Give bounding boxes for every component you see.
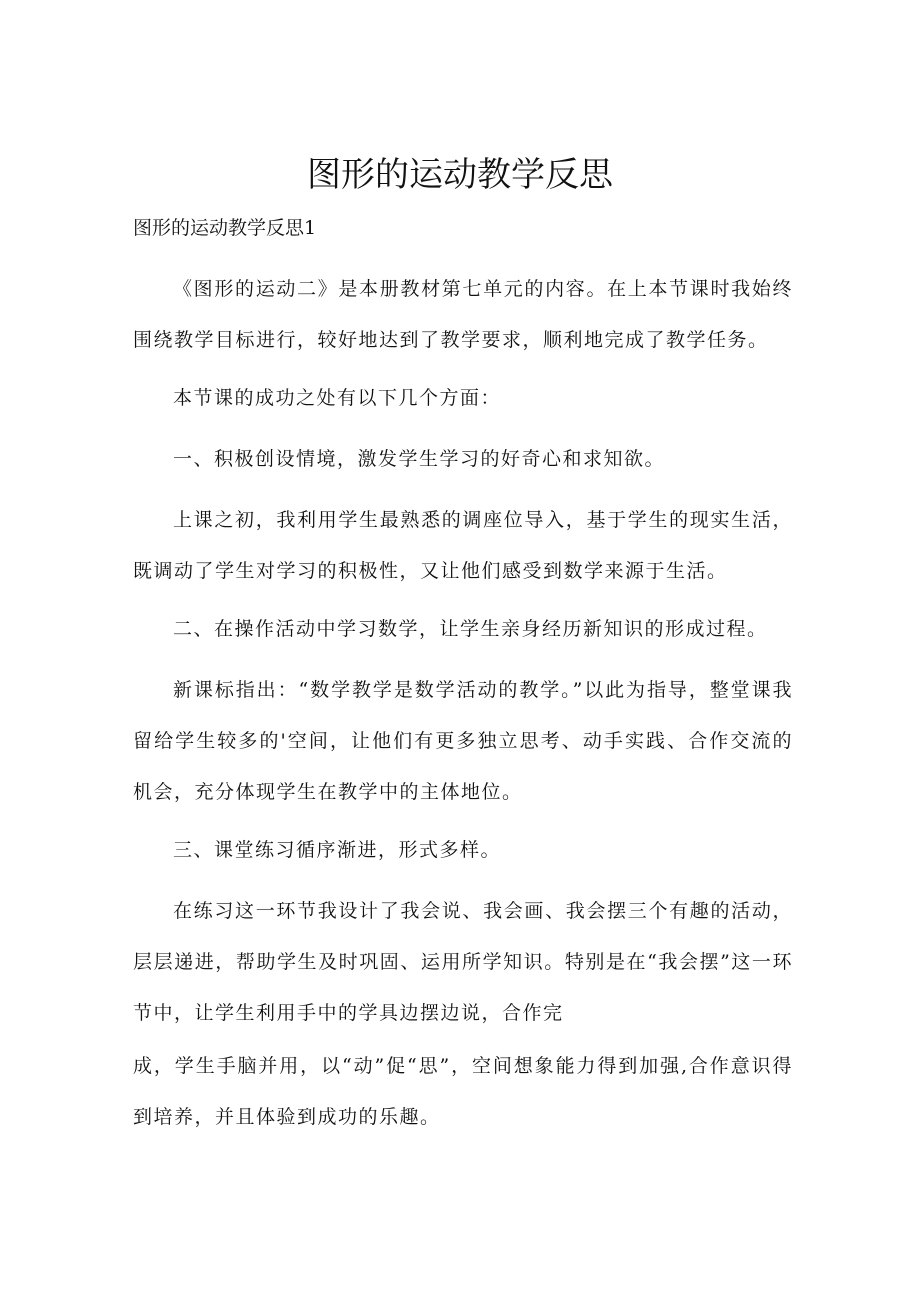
paragraph-intro: 《图形的运动二》是本册教材第七单元的内容。在上本节课时我始终围绕教学目标进行，较好地达到了教学要求，顺利地完成了教学任务。 bbox=[133, 278, 793, 351]
paragraph-point-one: 一、积极创设情境，激发学生学习的好奇心和求知欲。 bbox=[173, 448, 666, 470]
paragraph-continuation: 成，学生手脑并用，以“动”促“思”，空间想象能力得到加强,合作意识得到培养，并且体验到成功的乐趣。 bbox=[133, 1055, 793, 1128]
paragraph-point-three: 三、课堂练习循序渐进，形式多样。 bbox=[173, 839, 502, 861]
section-heading: 图形的运动教学反思1 bbox=[133, 217, 317, 239]
document-title: 图形的运动教学反思 bbox=[307, 155, 613, 195]
paragraph-point-one-detail: 上课之初，我利用学生最熟悉的调座位导入，基于学生的现实生活，既调动了学生对学习的积极性，又让他们感受到数学来源于生活。 bbox=[133, 509, 793, 582]
paragraph-point-two: 二、在操作活动中学习数学，让学生亲身经历新知识的形成过程。 bbox=[173, 618, 768, 640]
paragraph-point-two-detail: 新课标指出：“数学教学是数学活动的教学。”以此为指导，整堂课我留给学生较多的'空间，让他们有更多独立思考、动手实践、合作交流的机会，充分体现学生在教学中的主体地位。 bbox=[133, 679, 793, 803]
paragraph-point-three-detail: 在练习这一环节我设计了我会说、我会画、我会摆三个有趣的活动，层层递进，帮助学生及时巩固、运用所学知识。特别是在“我会摆”这一环节中，让学生利用手中的学具边摆边说，合作完 bbox=[133, 900, 793, 1024]
paragraph-success-summary: 本节课的成功之处有以下几个方面： bbox=[173, 387, 502, 409]
